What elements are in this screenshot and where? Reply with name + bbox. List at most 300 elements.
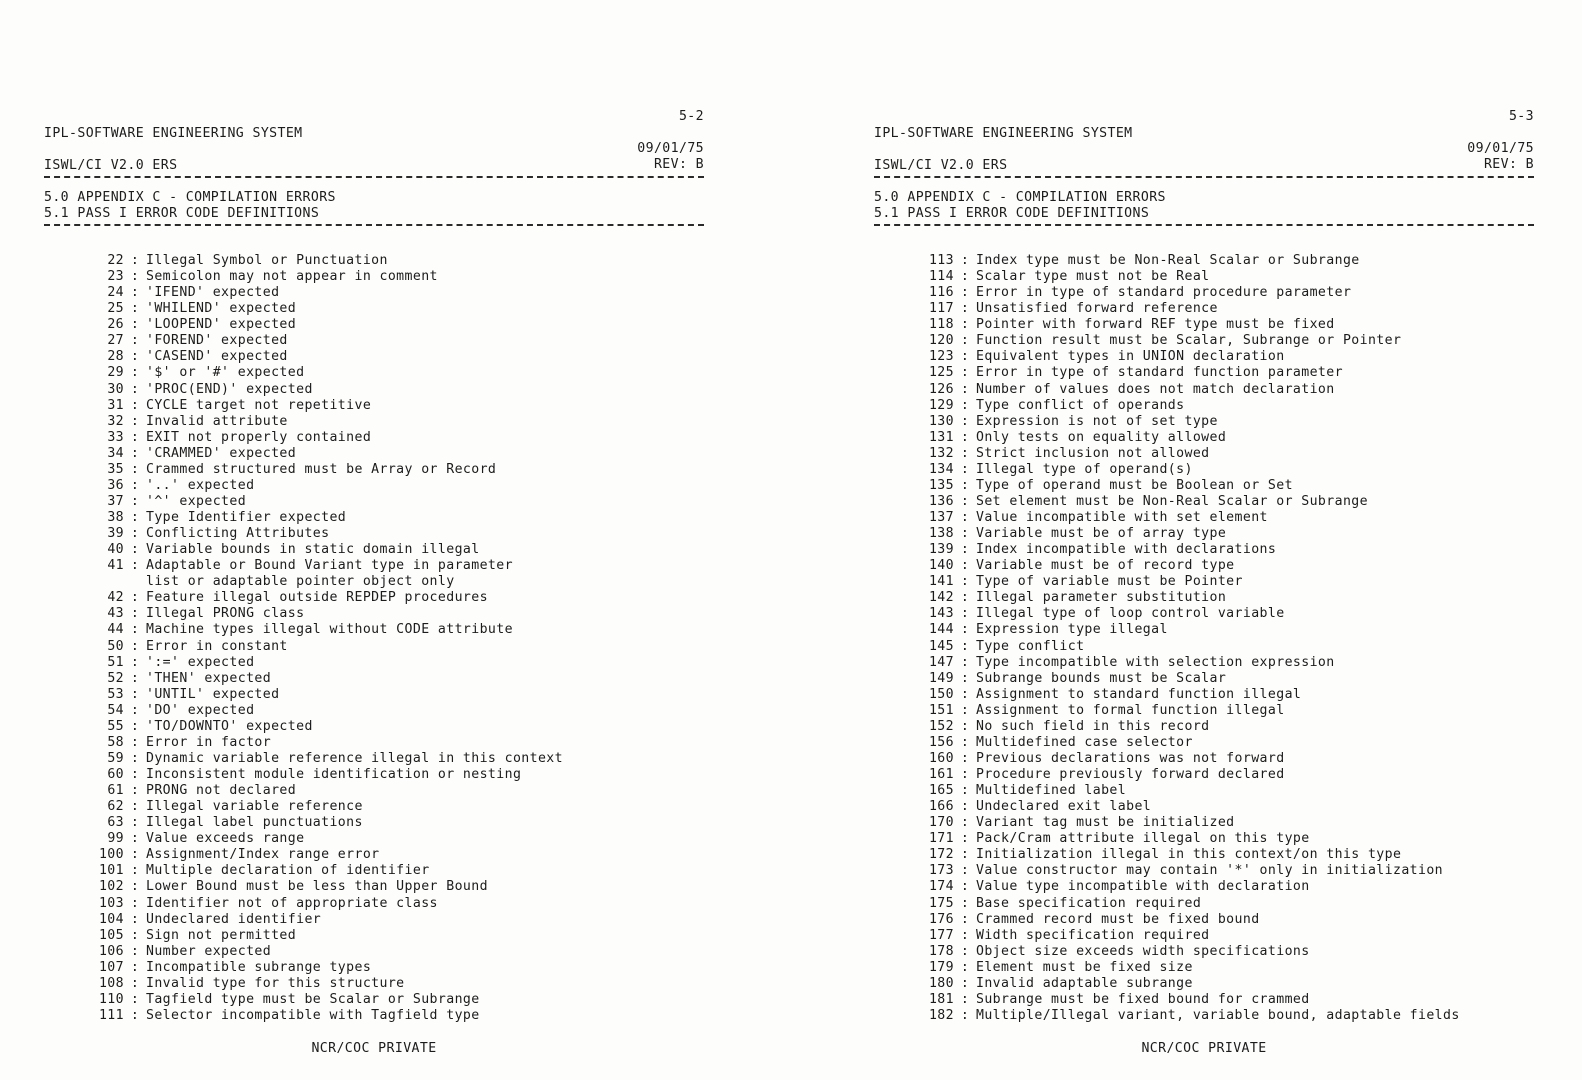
error-code: 181 (928, 991, 954, 1007)
error-message: 'THEN' expected (146, 670, 272, 686)
error-code: 117 (928, 301, 954, 317)
error-message: Variable must be of record type (976, 558, 1235, 574)
revision-label: REV: B (1483, 157, 1534, 172)
error-separator: : (960, 959, 970, 975)
error-separator: : (960, 1007, 970, 1023)
error-row (44, 253, 704, 269)
error-row (874, 655, 1534, 671)
error-separator: : (960, 301, 970, 317)
section-title: 5.0 APPENDIX C - COMPILATION ERRORS (44, 190, 336, 205)
error-message: 'WHILEND' expected (146, 301, 297, 317)
error-row (874, 735, 1534, 751)
error-code: 180 (928, 975, 954, 991)
error-code: 63 (107, 815, 124, 831)
error-row (44, 687, 704, 703)
error-row (44, 655, 704, 671)
error-code: 110 (98, 991, 124, 1007)
error-message: Type of operand must be Boolean or Set (976, 477, 1293, 493)
error-separator: : (960, 606, 970, 622)
error-row (874, 815, 1534, 831)
error-message: Type conflict (976, 638, 1085, 654)
error-separator: : (960, 734, 970, 750)
error-row (44, 333, 704, 349)
error-message: Element must be fixed size (976, 959, 1193, 975)
error-message: 'LOOPEND' expected (146, 317, 297, 333)
error-row (874, 382, 1534, 398)
error-row (44, 590, 704, 606)
error-separator: : (960, 253, 970, 268)
error-row (44, 719, 704, 735)
error-code: 39 (107, 526, 124, 542)
error-message: Number of values does not match declaration (976, 381, 1335, 397)
error-separator: : (960, 429, 970, 445)
error-code: 60 (107, 767, 124, 782)
error-code: 33 (107, 429, 124, 445)
page-number: 5-2 (678, 109, 704, 124)
error-message: Crammed record must be fixed bound (976, 911, 1260, 927)
error-code: 103 (98, 895, 124, 911)
error-message: Error in type of standard procedure parameter (976, 285, 1352, 301)
error-row (874, 831, 1534, 847)
error-separator: : (960, 783, 970, 799)
error-separator: : (130, 301, 140, 317)
error-message: Undeclared identifier (146, 911, 322, 927)
error-separator: : (130, 253, 140, 268)
error-separator (124, 574, 146, 590)
error-row (874, 687, 1534, 703)
error-separator: : (130, 895, 140, 911)
error-code: 25 (107, 301, 124, 317)
error-message: Selector incompatible with Tagfield type (146, 1007, 480, 1023)
error-separator: : (130, 718, 140, 734)
error-row (874, 639, 1534, 655)
error-message: Previous declarations was not forward (976, 750, 1285, 766)
error-code: 52 (107, 670, 124, 686)
error-message: Adaptable or Bound Variant type in parameter (146, 558, 513, 574)
error-message: Function result must be Scalar, Subrange or Pointer (976, 333, 1402, 349)
error-row (44, 526, 704, 542)
error-code: 139 (928, 542, 954, 558)
error-message: Invalid attribute (146, 413, 288, 429)
error-separator: : (960, 285, 970, 301)
document-id: ISWL/CI V2.0 ERS (44, 158, 178, 173)
error-message: Crammed structured must be Array or Record (146, 461, 497, 477)
error-separator: : (960, 815, 970, 831)
error-row (874, 960, 1534, 976)
error-code: 177 (928, 927, 954, 943)
error-separator: : (130, 799, 140, 815)
error-row (874, 944, 1534, 960)
error-message: CYCLE target not repetitive (146, 397, 372, 413)
error-separator: : (130, 493, 140, 509)
error-row (44, 622, 704, 638)
error-code: 23 (107, 269, 124, 285)
error-row (874, 767, 1534, 783)
error-row (44, 944, 704, 960)
error-separator: : (960, 558, 970, 574)
error-code: 149 (928, 670, 954, 686)
error-code: 61 (107, 783, 124, 799)
error-separator: : (130, 397, 140, 413)
error-separator: : (130, 349, 140, 365)
error-row (874, 783, 1534, 799)
error-row (44, 510, 704, 526)
error-code: 179 (928, 959, 954, 975)
error-separator: : (960, 590, 970, 606)
error-code: 34 (107, 445, 124, 461)
error-separator: : (960, 831, 970, 847)
error-message: 'PROC(END)' expected (146, 381, 313, 397)
error-row (44, 301, 704, 317)
page-right (874, 0, 1534, 1080)
error-code: 175 (928, 895, 954, 911)
error-row (44, 671, 704, 687)
error-row (44, 831, 704, 847)
error-separator: : (130, 943, 140, 959)
error-row (874, 799, 1534, 815)
error-message: Unsatisfied forward reference (976, 301, 1218, 317)
error-message: Tagfield type must be Scalar or Subrange (146, 991, 480, 1007)
error-code: 59 (107, 750, 124, 766)
error-row (874, 992, 1534, 1008)
error-message: Expression type illegal (976, 622, 1168, 638)
error-separator: : (130, 477, 140, 493)
error-row (44, 896, 704, 912)
error-message: '^' expected (146, 493, 247, 509)
error-code: 36 (107, 477, 124, 493)
error-message: Value type incompatible with declaration (976, 879, 1310, 895)
error-code: 137 (928, 510, 954, 525)
error-row (44, 269, 704, 285)
error-code: 125 (928, 365, 954, 381)
error-code-list (44, 253, 704, 1024)
error-message: Strict inclusion not allowed (976, 445, 1210, 461)
error-separator: : (960, 397, 970, 413)
error-separator: : (960, 365, 970, 381)
error-separator: : (960, 381, 970, 397)
error-code: 113 (928, 253, 954, 268)
error-separator: : (960, 317, 970, 333)
revision-label: REV: B (653, 157, 704, 172)
error-message: Pack/Cram attribute illegal on this type (976, 831, 1310, 847)
error-message: Base specification required (976, 895, 1202, 911)
error-code: 100 (98, 847, 124, 863)
header-divider (874, 176, 1534, 178)
error-row (874, 590, 1534, 606)
error-code: 144 (928, 622, 954, 638)
error-separator: : (960, 526, 970, 542)
error-separator: : (130, 734, 140, 750)
error-message: Error in factor (146, 734, 272, 750)
error-message: Object size exceeds width specifications (976, 943, 1310, 959)
error-separator: : (130, 847, 140, 863)
error-row (44, 462, 704, 478)
error-separator: : (960, 622, 970, 638)
error-row (44, 703, 704, 719)
error-message: Variable bounds in static domain illegal (146, 542, 480, 558)
error-message: ':=' expected (146, 654, 255, 670)
error-code: 135 (928, 477, 954, 493)
error-row (874, 317, 1534, 333)
error-code: 26 (107, 317, 124, 333)
error-message: Illegal label punctuations (146, 815, 363, 831)
section-divider (874, 224, 1534, 226)
error-row (874, 414, 1534, 430)
error-message: 'CRAMMED' expected (146, 445, 297, 461)
error-code: 173 (928, 863, 954, 879)
error-row (874, 398, 1534, 414)
error-message: Conflicting Attributes (146, 526, 330, 542)
error-message: Subrange bounds must be Scalar (976, 670, 1227, 686)
error-row (44, 847, 704, 863)
error-separator: : (960, 847, 970, 863)
error-separator: : (960, 461, 970, 477)
error-message: Value exceeds range (146, 831, 305, 847)
error-message: Number expected (146, 943, 272, 959)
error-separator: : (130, 959, 140, 975)
error-row (874, 751, 1534, 767)
header-divider (44, 176, 704, 178)
error-message: Semicolon may not appear in comment (146, 269, 438, 285)
error-message: Undeclared exit label (976, 799, 1152, 815)
error-separator: : (960, 445, 970, 461)
error-row (44, 639, 704, 655)
error-row (874, 863, 1534, 879)
error-separator: : (130, 461, 140, 477)
error-row (874, 622, 1534, 638)
error-separator: : (130, 686, 140, 702)
error-row (44, 912, 704, 928)
error-code: 114 (928, 269, 954, 285)
error-separator: : (960, 413, 970, 429)
error-message: Dynamic variable reference illegal in this context (146, 750, 563, 766)
error-code (44, 574, 124, 590)
error-message: PRONG not declared (146, 783, 297, 799)
error-message: Only tests on equality allowed (976, 429, 1227, 445)
error-row (874, 912, 1534, 928)
error-separator: : (130, 1007, 140, 1023)
error-message: 'DO' expected (146, 702, 255, 718)
error-message: Scalar type must not be Real (976, 269, 1210, 285)
error-separator: : (130, 750, 140, 766)
error-message: Value constructor may contain '*' only in initialization (976, 863, 1444, 879)
error-message: Invalid adaptable subrange (976, 975, 1193, 991)
error-message: EXIT not properly contained (146, 429, 372, 445)
error-row (44, 783, 704, 799)
system-title: IPL-SOFTWARE ENGINEERING SYSTEM (874, 126, 1133, 141)
error-row (44, 799, 704, 815)
error-row (44, 414, 704, 430)
error-message: Assignment to formal function illegal (976, 702, 1285, 718)
error-code: 102 (98, 879, 124, 895)
error-code: 176 (928, 911, 954, 927)
error-code: 171 (928, 831, 954, 847)
error-message: Type Identifier expected (146, 510, 347, 525)
error-row (874, 928, 1534, 944)
error-separator: : (130, 638, 140, 654)
error-row (44, 1008, 704, 1024)
error-row (874, 847, 1534, 863)
error-message: Illegal type of loop control variable (976, 606, 1285, 622)
error-row (874, 269, 1534, 285)
error-separator: : (960, 718, 970, 734)
error-separator: : (960, 975, 970, 991)
error-message: Procedure previously forward declared (976, 767, 1285, 782)
error-code: 143 (928, 606, 954, 622)
error-row (44, 365, 704, 381)
error-code: 172 (928, 847, 954, 863)
error-code: 107 (98, 959, 124, 975)
error-message: Assignment/Index range error (146, 847, 380, 863)
error-message: Width specification required (976, 927, 1210, 943)
error-separator: : (960, 686, 970, 702)
error-separator: : (130, 333, 140, 349)
error-row (874, 285, 1534, 301)
error-code: 178 (928, 943, 954, 959)
error-message: Feature illegal outside REPDEP procedures (146, 590, 488, 606)
error-code: 106 (98, 943, 124, 959)
error-separator: : (960, 799, 970, 815)
error-separator: : (130, 285, 140, 301)
error-code: 123 (928, 349, 954, 365)
error-message: Value incompatible with set element (976, 510, 1268, 525)
error-code: 129 (928, 397, 954, 413)
error-message: Multiple declaration of identifier (146, 863, 430, 879)
error-code: 44 (107, 622, 124, 638)
error-separator: : (960, 493, 970, 509)
error-code: 152 (928, 718, 954, 734)
error-message: Machine types illegal without CODE attribute (146, 622, 513, 638)
error-message: No such field in this record (976, 718, 1210, 734)
error-code: 50 (107, 638, 124, 654)
error-separator: : (960, 269, 970, 285)
error-row (874, 478, 1534, 494)
error-row (874, 349, 1534, 365)
error-message: Illegal variable reference (146, 799, 363, 815)
error-row (44, 751, 704, 767)
error-separator: : (960, 750, 970, 766)
error-message: Index type must be Non-Real Scalar or Subrange (976, 253, 1360, 268)
error-code: 40 (107, 542, 124, 558)
error-separator: : (130, 975, 140, 991)
error-code: 136 (928, 493, 954, 509)
error-separator: : (960, 863, 970, 879)
error-code: 101 (98, 863, 124, 879)
error-separator: : (130, 831, 140, 847)
error-message: Set element must be Non-Real Scalar or Subrange (976, 493, 1368, 509)
error-code: 166 (928, 799, 954, 815)
error-message: Type conflict of operands (976, 397, 1185, 413)
error-row (874, 430, 1534, 446)
error-separator: : (960, 333, 970, 349)
error-message: 'CASEND' expected (146, 349, 288, 365)
error-code: 130 (928, 413, 954, 429)
error-row (44, 960, 704, 976)
error-message: Invalid type for this structure (146, 975, 405, 991)
error-separator: : (960, 943, 970, 959)
error-message: Variant tag must be initialized (976, 815, 1235, 831)
error-row (44, 992, 704, 1008)
error-message: Sign not permitted (146, 927, 297, 943)
error-message: list or adaptable pointer object only (146, 574, 455, 590)
error-row (874, 526, 1534, 542)
error-message: Illegal Symbol or Punctuation (146, 253, 388, 268)
error-row (44, 879, 704, 895)
error-separator: : (960, 638, 970, 654)
error-message: Illegal PRONG class (146, 606, 305, 622)
error-row (874, 719, 1534, 735)
error-code: 43 (107, 606, 124, 622)
error-separator: : (130, 365, 140, 381)
error-code: 108 (98, 975, 124, 991)
error-row (874, 253, 1534, 269)
error-row (874, 879, 1534, 895)
error-message: Subrange must be fixed bound for crammed (976, 991, 1310, 1007)
error-message: Expression is not of set type (976, 413, 1218, 429)
error-code: 120 (928, 333, 954, 349)
error-code: 156 (928, 734, 954, 750)
error-message: 'TO/DOWNTO' expected (146, 718, 313, 734)
error-separator: : (130, 863, 140, 879)
error-separator: : (130, 767, 140, 782)
error-code: 116 (928, 285, 954, 301)
error-code: 54 (107, 702, 124, 718)
error-message: '..' expected (146, 477, 255, 493)
error-row (44, 494, 704, 510)
error-code-list (874, 253, 1534, 1024)
error-code: 132 (928, 445, 954, 461)
error-code: 105 (98, 927, 124, 943)
error-separator: : (130, 381, 140, 397)
error-row (874, 606, 1534, 622)
error-row (874, 301, 1534, 317)
error-code: 58 (107, 734, 124, 750)
error-code: 174 (928, 879, 954, 895)
error-separator: : (130, 526, 140, 542)
error-separator: : (130, 702, 140, 718)
error-message: 'FOREND' expected (146, 333, 288, 349)
error-code: 170 (928, 815, 954, 831)
error-message: Lower Bound must be less than Upper Bound (146, 879, 488, 895)
error-code: 126 (928, 381, 954, 397)
error-separator: : (960, 654, 970, 670)
error-code: 147 (928, 654, 954, 670)
error-message: Error in type of standard function parameter (976, 365, 1343, 381)
error-message: Type of variable must be Pointer (976, 574, 1243, 590)
error-code: 161 (928, 767, 954, 782)
error-message: Inconsistent module identification or nesting (146, 767, 522, 782)
document-id: ISWL/CI V2.0 ERS (874, 158, 1008, 173)
error-message: Error in constant (146, 638, 288, 654)
error-row (874, 896, 1534, 912)
error-row (874, 558, 1534, 574)
section-title: 5.0 APPENDIX C - COMPILATION ERRORS (874, 190, 1166, 205)
error-code: 62 (107, 799, 124, 815)
error-code: 41 (107, 558, 124, 574)
error-separator: : (130, 542, 140, 558)
subsection-title: 5.1 PASS I ERROR CODE DEFINITIONS (44, 206, 320, 221)
error-row (44, 285, 704, 301)
document-date: 09/01/75 (637, 141, 704, 156)
error-row (874, 494, 1534, 510)
error-code: 51 (107, 654, 124, 670)
error-separator: : (960, 542, 970, 558)
error-message: Multidefined case selector (976, 734, 1193, 750)
error-code: 160 (928, 750, 954, 766)
error-row (44, 815, 704, 831)
error-row (44, 382, 704, 398)
error-separator: : (130, 783, 140, 799)
